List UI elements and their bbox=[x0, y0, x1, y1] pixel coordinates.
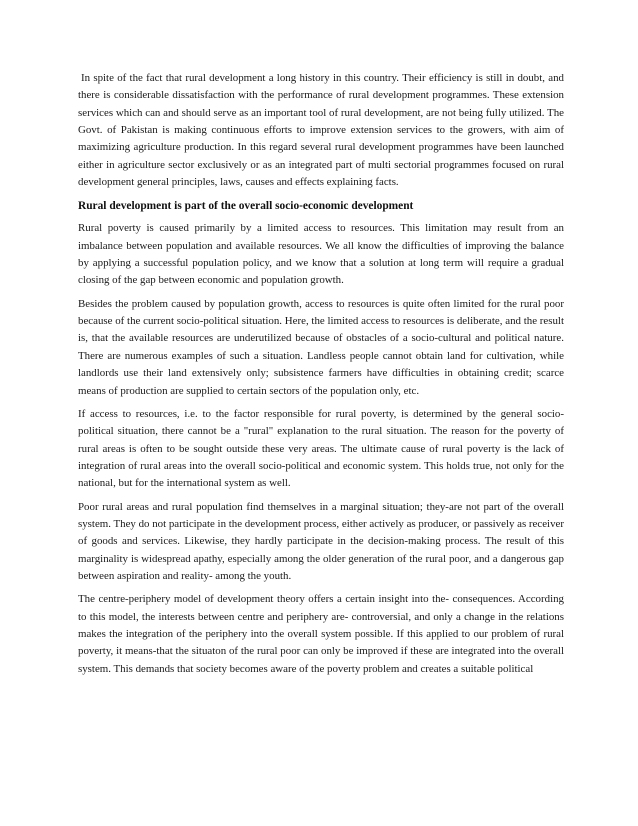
document-page bbox=[78, 70, 564, 684]
body-paragraph-3: If access to resources, i.e. to the factor responsible for rural poverty, is determined by the general socio-political situation, there cannot be a "rural" explanation to the rural situation. The reason for the poverty of rural areas is often to be sought outside these very areas. The ultimate cause of rural poverty is the lack of integration of rural areas into the overall socio-political and economic system. This holds true, not only for the national, but for the international system as well. bbox=[78, 407, 564, 490]
body-paragraph-2: Besides the problem caused by population growth, access to resources is quite often limited for the rural poor because of the current socio-political situation. Here, the limited access to resources is deliberate, and the result is, that the available resources are underutilized because of obstacles of a socio-cultural and political nature. There are numerous examples of such a situation. Landless people cannot obtain land for cultivation, while landlords use their land extensively only; subsistence farmers have difficulties in obtaining credit; scarce means of production are supplied to certain sectors of the population only, etc. bbox=[78, 297, 564, 397]
section-heading: Rural development is part of the overall socio-economic development bbox=[78, 200, 414, 213]
intro-paragraph: In spite of the fact that rural development a long history in this country. Their efficiency is still in doubt, and there is considerable dissatisfaction with the performance of rural development programmes. These extension services which can and should serve as an important tool of rural development, are not being fully utilized. The Govt. of Pakistan is making continuous efforts to improve extension services to the growers, with aim of maximizing agriculture production. In this regard several rural development programmes have been launched either in agriculture sector exclusively or as an integrated part of multi sectorial programmes focused on rural development general principles, laws, causes and effects explaining facts. bbox=[78, 72, 564, 189]
body-paragraph-5: The centre-periphery model of development theory offers a certain insight into the- consequences. According to this model, the interests between centre and periphery are- controversial, and only a change in the relations makes the integration of the periphery into the overall system possible. If this applied to our problem of rural poverty, it means-that the situaton of the rural poor can only be improved if these are integrated into the overall system. This demands that society becomes aware of the poverty problem and creates a suitable political bbox=[78, 593, 564, 675]
body-paragraph-1: Rural poverty is caused primarily by a limited access to resources. This limitation may result from an imbalance between population and available resources. We all know the difficulties of improving the balance by applying a successful population policy, and we know that a solution at long term will require a gradual closing of the gap between economic and population growth. bbox=[78, 222, 564, 287]
body-paragraph-4: Poor rural areas and rural population find themselves in a marginal situation; they-are not part of the overall system. They do not participate in the development process, either actively as producer, or passively as receiver of goods and services. Likewise, they hardly participate in the decision-making process. The result of this marginality is widespread apathy, especially among the older generation of the rural poor, and a dangerous gap between aspiration and reality- among the youth. bbox=[78, 500, 564, 582]
